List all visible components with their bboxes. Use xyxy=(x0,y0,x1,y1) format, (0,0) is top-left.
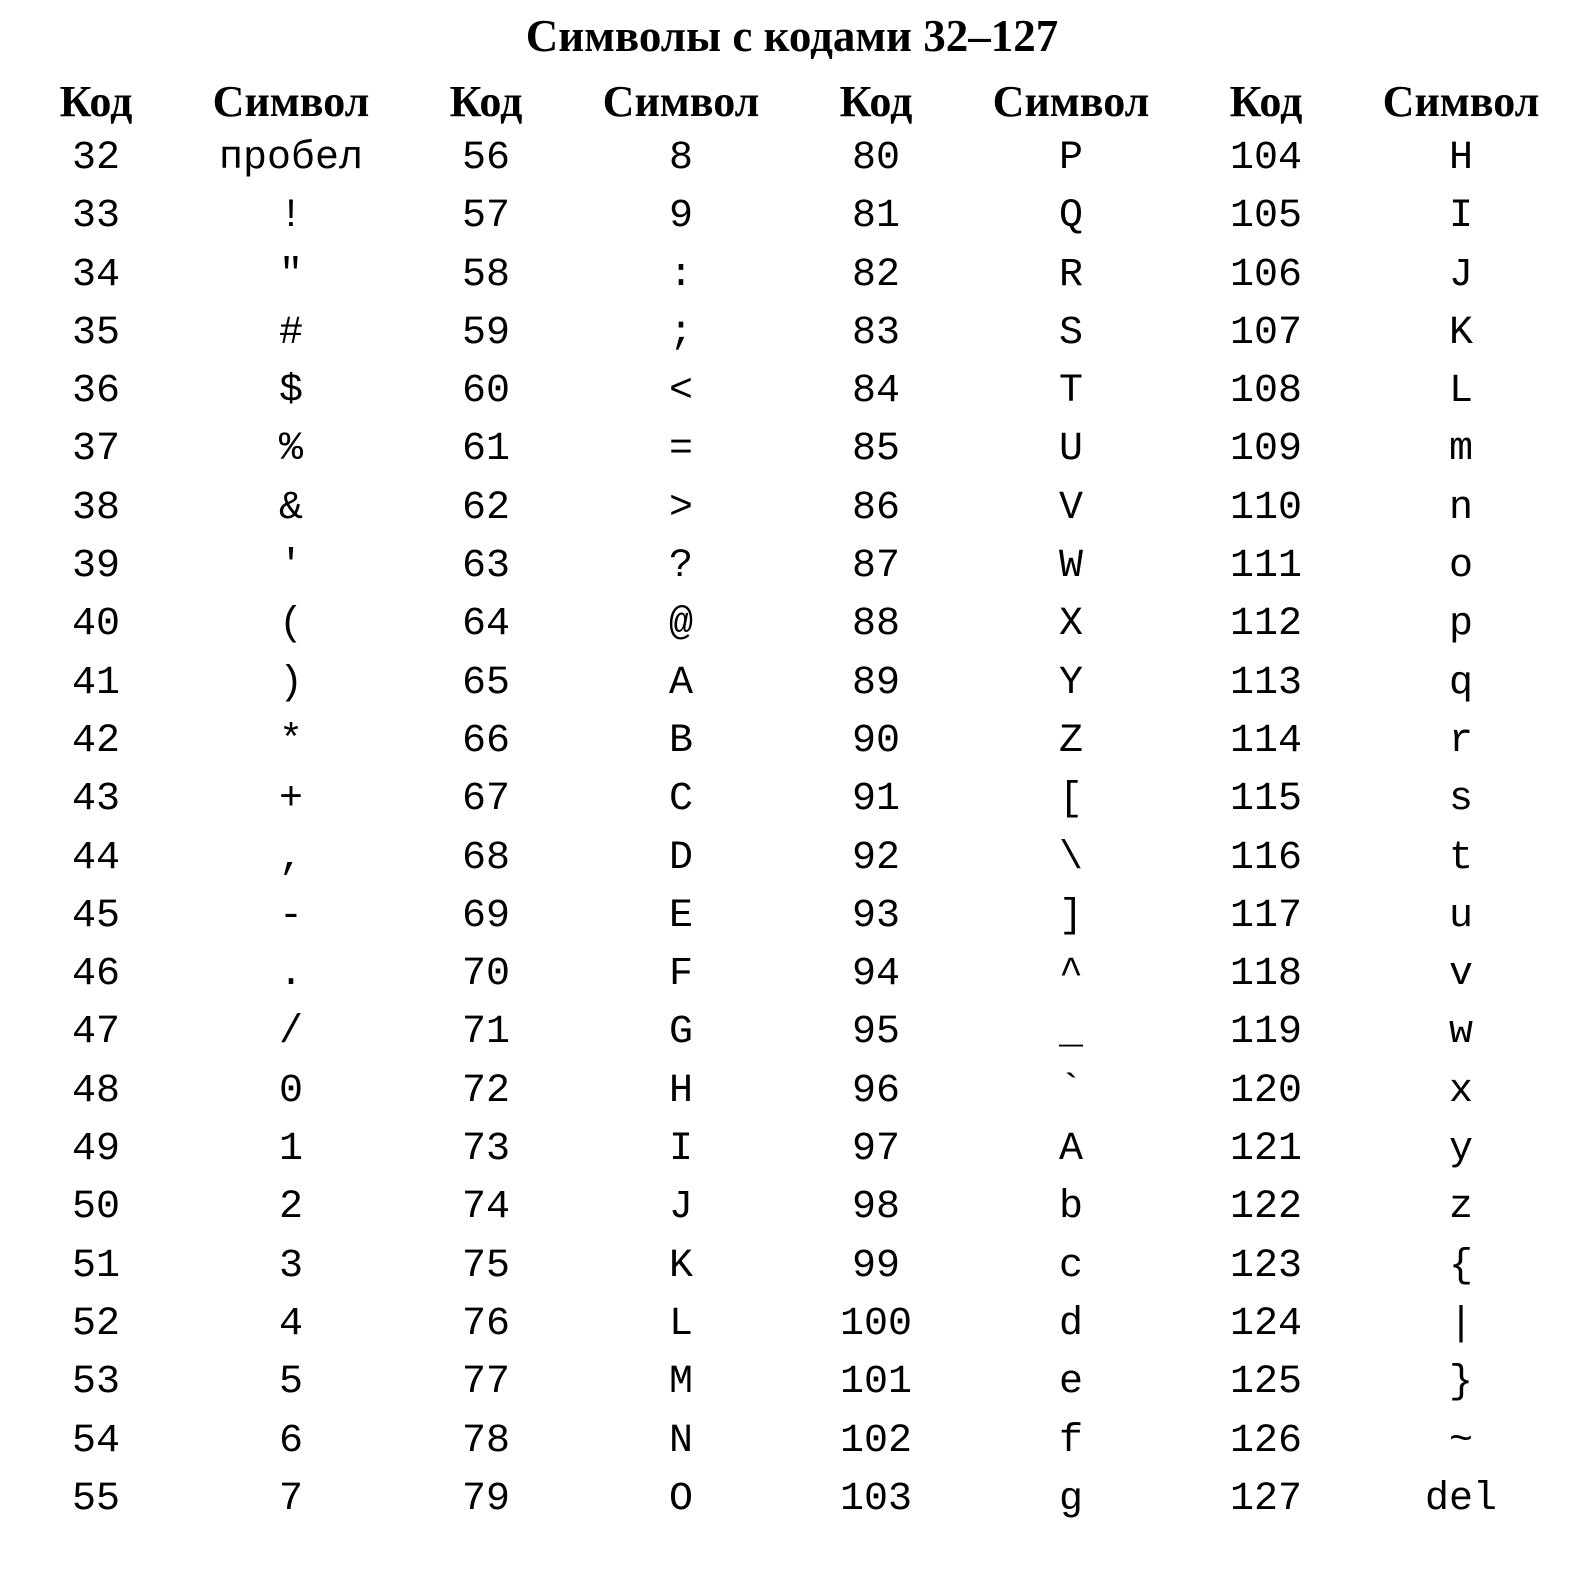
header-symbol-3: Символ xyxy=(992,77,1150,126)
symbol-cell: ! xyxy=(278,194,304,240)
code-cell: 48 xyxy=(71,1068,121,1114)
symbol-cell: L xyxy=(1448,369,1474,415)
code-cell: 89 xyxy=(851,660,901,706)
code-cell: 122 xyxy=(1229,1185,1303,1231)
symbol-cell: ' xyxy=(278,544,304,590)
code-cell: 125 xyxy=(1229,1360,1303,1406)
code-cell: 90 xyxy=(851,718,901,764)
code-cell: 126 xyxy=(1229,1418,1303,1464)
table-body xyxy=(0,130,1584,1529)
code-cell: 93 xyxy=(851,893,901,939)
symbol-cell: q xyxy=(1448,660,1474,706)
symbol-cell: del xyxy=(1424,1476,1498,1522)
code-cell: 79 xyxy=(461,1476,511,1522)
code-cell: 66 xyxy=(461,718,511,764)
symbol-cell: G xyxy=(668,1010,694,1056)
symbol-cell: \ xyxy=(1058,835,1084,881)
code-cell: 68 xyxy=(461,835,511,881)
code-cell: 64 xyxy=(461,602,511,648)
symbol-cell: S xyxy=(1058,310,1084,356)
code-cell: 103 xyxy=(839,1476,913,1522)
symbol-cell: I xyxy=(668,1127,694,1173)
symbol-cell: u xyxy=(1448,893,1474,939)
code-cell: 92 xyxy=(851,835,901,881)
symbol-cell: 0 xyxy=(278,1068,304,1114)
symbol-cell: < xyxy=(668,369,694,415)
symbol-cell: : xyxy=(668,252,694,298)
page-title: Символы с кодами 32–127 xyxy=(525,11,1059,61)
code-cell: 120 xyxy=(1229,1068,1303,1114)
code-cell: 67 xyxy=(461,777,511,823)
code-cell: 74 xyxy=(461,1185,511,1231)
symbol-cell: 3 xyxy=(278,1243,304,1289)
code-cell: 45 xyxy=(71,893,121,939)
symbol-cell: ) xyxy=(278,660,304,706)
code-cell: 117 xyxy=(1229,893,1303,939)
table-row xyxy=(0,888,1584,946)
symbol-cell: R xyxy=(1058,252,1084,298)
table-row xyxy=(0,771,1584,829)
symbol-cell: ~ xyxy=(1448,1418,1474,1464)
table-row xyxy=(0,305,1584,363)
code-cell: 43 xyxy=(71,777,121,823)
symbol-cell: @ xyxy=(668,602,694,648)
symbol-cell: B xyxy=(668,718,694,764)
code-cell: 71 xyxy=(461,1010,511,1056)
symbol-cell: 8 xyxy=(668,136,694,181)
code-cell: 38 xyxy=(71,485,121,531)
code-cell: 121 xyxy=(1229,1127,1303,1173)
code-cell: 50 xyxy=(71,1185,121,1231)
code-cell: 41 xyxy=(71,660,121,706)
symbol-cell: _ xyxy=(1058,1010,1084,1056)
symbol-cell: | xyxy=(1448,1301,1474,1347)
code-cell: 32 xyxy=(71,136,121,181)
table-row xyxy=(0,1471,1584,1529)
header-symbol-4: Символ xyxy=(1382,77,1540,126)
code-cell: 108 xyxy=(1229,369,1303,415)
symbol-cell: J xyxy=(668,1185,694,1231)
symbol-cell: t xyxy=(1448,835,1474,881)
code-cell: 100 xyxy=(839,1301,913,1347)
code-cell: 84 xyxy=(851,369,901,415)
symbol-cell: Q xyxy=(1058,194,1084,240)
code-cell: 109 xyxy=(1229,427,1303,473)
symbol-cell: y xyxy=(1448,1127,1474,1173)
symbol-cell: 1 xyxy=(278,1127,304,1173)
code-cell: 105 xyxy=(1229,194,1303,240)
symbol-cell: ? xyxy=(668,544,694,590)
symbol-cell: w xyxy=(1448,1010,1474,1056)
symbol-cell: D xyxy=(668,835,694,881)
symbol-cell: % xyxy=(278,427,304,473)
code-cell: 111 xyxy=(1229,544,1303,590)
header-code-2: Код xyxy=(449,77,523,126)
symbol-cell: = xyxy=(668,427,694,473)
symbol-cell: J xyxy=(1448,252,1474,298)
table-row xyxy=(0,1238,1584,1296)
symbol-cell: I xyxy=(1448,194,1474,240)
table-row xyxy=(0,1354,1584,1412)
symbol-cell: p xyxy=(1448,602,1474,648)
code-cell: 112 xyxy=(1229,602,1303,648)
code-cell: 94 xyxy=(851,952,901,998)
symbol-cell: пробел xyxy=(218,136,364,181)
symbol-cell: b xyxy=(1058,1185,1084,1231)
table-row xyxy=(0,421,1584,479)
code-cell: 52 xyxy=(71,1301,121,1347)
code-cell: 34 xyxy=(71,252,121,298)
table-row xyxy=(0,480,1584,538)
code-cell: 69 xyxy=(461,893,511,939)
code-cell: 33 xyxy=(71,194,121,240)
code-cell: 46 xyxy=(71,952,121,998)
code-cell: 113 xyxy=(1229,660,1303,706)
table-row xyxy=(0,188,1584,246)
symbol-cell: 2 xyxy=(278,1185,304,1231)
code-cell: 114 xyxy=(1229,718,1303,764)
symbol-cell: d xyxy=(1058,1301,1084,1347)
symbol-cell: g xyxy=(1058,1476,1084,1522)
symbol-cell: $ xyxy=(278,369,304,415)
code-cell: 58 xyxy=(461,252,511,298)
symbol-cell: K xyxy=(668,1243,694,1289)
table-row xyxy=(0,130,1584,188)
code-cell: 83 xyxy=(851,310,901,356)
code-cell: 57 xyxy=(461,194,511,240)
code-cell: 101 xyxy=(839,1360,913,1406)
symbol-cell: ] xyxy=(1058,893,1084,939)
code-cell: 61 xyxy=(461,427,511,473)
code-cell: 78 xyxy=(461,1418,511,1464)
code-cell: 118 xyxy=(1229,952,1303,998)
symbol-cell: + xyxy=(278,777,304,823)
symbol-cell: X xyxy=(1058,602,1084,648)
symbol-cell: Y xyxy=(1058,660,1084,706)
code-cell: 37 xyxy=(71,427,121,473)
code-cell: 63 xyxy=(461,544,511,590)
symbol-cell: M xyxy=(668,1360,694,1406)
symbol-cell: r xyxy=(1448,718,1474,764)
table-row xyxy=(0,1063,1584,1121)
code-cell: 75 xyxy=(461,1243,511,1289)
symbol-cell: 4 xyxy=(278,1301,304,1347)
symbol-cell: / xyxy=(278,1010,304,1056)
code-cell: 40 xyxy=(71,602,121,648)
code-cell: 44 xyxy=(71,835,121,881)
symbol-cell: 5 xyxy=(278,1360,304,1406)
table-row xyxy=(0,830,1584,888)
code-cell: 96 xyxy=(851,1068,901,1114)
code-cell: 86 xyxy=(851,485,901,531)
symbol-cell: > xyxy=(668,485,694,531)
symbol-cell: f xyxy=(1058,1418,1084,1464)
code-cell: 62 xyxy=(461,485,511,531)
symbol-cell: ^ xyxy=(1058,952,1084,998)
code-cell: 115 xyxy=(1229,777,1303,823)
table-row xyxy=(0,538,1584,596)
code-cell: 65 xyxy=(461,660,511,706)
symbol-cell: T xyxy=(1058,369,1084,415)
symbol-cell: c xyxy=(1058,1243,1084,1289)
header-symbol-1: Символ xyxy=(212,77,370,126)
symbol-cell: W xyxy=(1058,544,1084,590)
symbol-cell: 9 xyxy=(668,194,694,240)
symbol-cell: # xyxy=(278,310,304,356)
symbol-cell: H xyxy=(1448,136,1474,181)
code-cell: 39 xyxy=(71,544,121,590)
symbol-cell: A xyxy=(1058,1127,1084,1173)
symbol-cell: A xyxy=(668,660,694,706)
symbol-cell: ( xyxy=(278,602,304,648)
table-row xyxy=(0,946,1584,1004)
code-cell: 110 xyxy=(1229,485,1303,531)
symbol-cell: E xyxy=(668,893,694,939)
symbol-cell: N xyxy=(668,1418,694,1464)
code-cell: 54 xyxy=(71,1418,121,1464)
symbol-cell: - xyxy=(278,893,304,939)
code-cell: 104 xyxy=(1229,136,1303,181)
code-cell: 59 xyxy=(461,310,511,356)
symbol-cell: P xyxy=(1058,136,1084,181)
code-cell: 47 xyxy=(71,1010,121,1056)
symbol-cell: [ xyxy=(1058,777,1084,823)
code-cell: 73 xyxy=(461,1127,511,1173)
symbol-cell: z xyxy=(1448,1185,1474,1231)
code-cell: 77 xyxy=(461,1360,511,1406)
table-row xyxy=(0,1179,1584,1237)
code-cell: 42 xyxy=(71,718,121,764)
code-cell: 119 xyxy=(1229,1010,1303,1056)
code-cell: 99 xyxy=(851,1243,901,1289)
symbol-cell: , xyxy=(278,835,304,881)
code-cell: 56 xyxy=(461,136,511,181)
code-cell: 60 xyxy=(461,369,511,415)
code-cell: 55 xyxy=(71,1476,121,1522)
symbol-cell: * xyxy=(278,718,304,764)
header-code-4: Код xyxy=(1229,77,1303,126)
symbol-cell: n xyxy=(1448,485,1474,531)
code-cell: 116 xyxy=(1229,835,1303,881)
code-cell: 106 xyxy=(1229,252,1303,298)
code-cell: 70 xyxy=(461,952,511,998)
symbol-cell: m xyxy=(1448,427,1474,473)
code-cell: 123 xyxy=(1229,1243,1303,1289)
code-cell: 82 xyxy=(851,252,901,298)
code-cell: 53 xyxy=(71,1360,121,1406)
symbol-cell: O xyxy=(668,1476,694,1522)
code-cell: 87 xyxy=(851,544,901,590)
symbol-cell: } xyxy=(1448,1360,1474,1406)
code-cell: 88 xyxy=(851,602,901,648)
symbol-cell: H xyxy=(668,1068,694,1114)
symbol-cell: ; xyxy=(668,310,694,356)
code-cell: 91 xyxy=(851,777,901,823)
code-cell: 102 xyxy=(839,1418,913,1464)
code-cell: 35 xyxy=(71,310,121,356)
symbol-cell: v xyxy=(1448,952,1474,998)
table-row xyxy=(0,713,1584,771)
symbol-cell: Z xyxy=(1058,718,1084,764)
code-cell: 95 xyxy=(851,1010,901,1056)
symbol-cell: C xyxy=(668,777,694,823)
code-cell: 107 xyxy=(1229,310,1303,356)
table-row xyxy=(0,363,1584,421)
symbol-cell: e xyxy=(1058,1360,1084,1406)
symbol-cell: s xyxy=(1448,777,1474,823)
table-row xyxy=(0,1121,1584,1179)
code-cell: 127 xyxy=(1229,1476,1303,1522)
code-cell: 97 xyxy=(851,1127,901,1173)
table-row xyxy=(0,1004,1584,1062)
symbol-cell: K xyxy=(1448,310,1474,356)
symbol-cell: o xyxy=(1448,544,1474,590)
code-cell: 80 xyxy=(851,136,901,181)
table-row xyxy=(0,247,1584,305)
symbol-cell: x xyxy=(1448,1068,1474,1114)
symbol-cell: . xyxy=(278,952,304,998)
code-cell: 124 xyxy=(1229,1301,1303,1347)
symbol-cell: F xyxy=(668,952,694,998)
code-cell: 51 xyxy=(71,1243,121,1289)
table-row xyxy=(0,596,1584,654)
code-cell: 81 xyxy=(851,194,901,240)
code-cell: 98 xyxy=(851,1185,901,1231)
code-cell: 72 xyxy=(461,1068,511,1114)
symbol-cell: L xyxy=(668,1301,694,1347)
symbol-cell: U xyxy=(1058,427,1084,473)
symbol-cell: { xyxy=(1448,1243,1474,1289)
code-cell: 76 xyxy=(461,1301,511,1347)
symbol-cell: & xyxy=(278,485,304,531)
header-code-3: Код xyxy=(839,77,913,126)
symbol-cell: 7 xyxy=(278,1476,304,1522)
code-cell: 85 xyxy=(851,427,901,473)
symbol-cell: V xyxy=(1058,485,1084,531)
table-row xyxy=(0,1296,1584,1354)
header-code-1: Код xyxy=(59,77,133,126)
table-header-row xyxy=(0,72,1584,132)
header-symbol-2: Символ xyxy=(602,77,760,126)
code-cell: 36 xyxy=(71,369,121,415)
symbol-cell: 6 xyxy=(278,1418,304,1464)
table-row xyxy=(0,655,1584,713)
symbol-cell: ` xyxy=(1058,1068,1084,1114)
symbol-cell: " xyxy=(278,252,304,298)
table-row xyxy=(0,1413,1584,1471)
code-cell: 49 xyxy=(71,1127,121,1173)
